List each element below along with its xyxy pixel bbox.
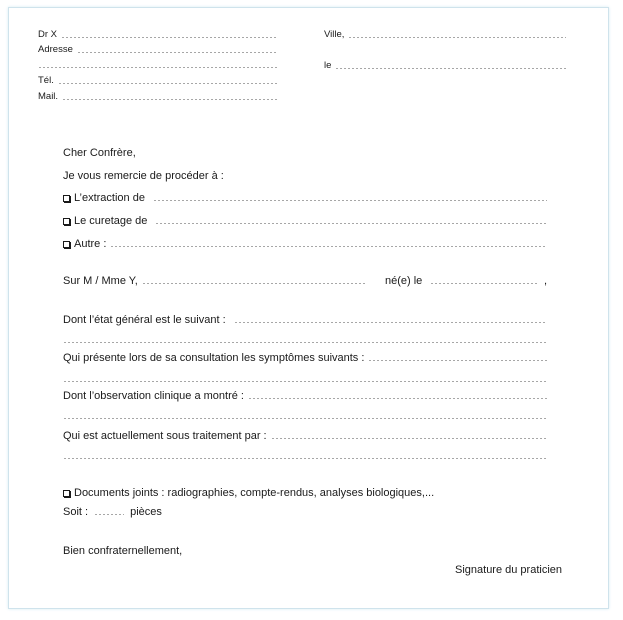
general-state-line bbox=[63, 312, 547, 326]
checkbox-other[interactable] bbox=[63, 241, 70, 248]
option-extraction-label: L’extraction de bbox=[74, 192, 145, 204]
address-label: Adresse bbox=[38, 44, 73, 55]
address-line-2 bbox=[38, 58, 278, 70]
treatment-line-2 bbox=[63, 448, 547, 462]
mail-label: Mail. bbox=[38, 91, 59, 102]
observation-fill-line[interactable] bbox=[248, 398, 547, 399]
closing: Bien confraternellement, bbox=[63, 545, 183, 557]
pieces-prefix: Soit : bbox=[63, 506, 89, 518]
option-extraction bbox=[63, 190, 547, 204]
doctor-label: Dr X bbox=[38, 29, 57, 40]
phone-line bbox=[38, 74, 278, 86]
documents-line bbox=[63, 485, 434, 499]
city-label: Ville, bbox=[324, 29, 345, 40]
extraction-fill-line[interactable] bbox=[153, 200, 547, 201]
option-other-label: Autre : bbox=[74, 238, 107, 250]
checkbox-curetage[interactable] bbox=[63, 218, 70, 225]
treatment-label: Qui est actuellement sous traitement par : bbox=[63, 430, 267, 442]
general-state-fill-line[interactable] bbox=[234, 322, 547, 323]
birth-comma: , bbox=[543, 275, 547, 287]
general-state-fill-line-2[interactable] bbox=[63, 342, 547, 343]
checkbox-extraction[interactable] bbox=[63, 195, 70, 202]
observation-fill-line-2[interactable] bbox=[63, 418, 547, 419]
option-curetage-label: Le curetage de bbox=[74, 215, 148, 227]
mail-line bbox=[38, 90, 278, 102]
greeting: Cher Confrère, bbox=[63, 147, 136, 159]
pieces-fill-line[interactable] bbox=[94, 514, 124, 515]
option-curetage bbox=[63, 213, 547, 227]
request-text: Je vous remercie de procéder à : bbox=[63, 170, 224, 182]
address-fill-line[interactable] bbox=[77, 52, 278, 53]
treatment-fill-line-2[interactable] bbox=[63, 458, 547, 459]
symptoms-label: Qui présente lors de sa consultation les symptômes suivants : bbox=[63, 352, 365, 364]
observation-line bbox=[63, 388, 547, 402]
signature-label: Signature du praticien bbox=[455, 564, 563, 576]
date-label: le bbox=[324, 60, 332, 71]
treatment-fill-line[interactable] bbox=[271, 438, 547, 439]
doctor-line bbox=[38, 28, 278, 40]
birth-label: né(e) le bbox=[385, 275, 423, 287]
patient-line bbox=[63, 273, 366, 287]
pieces-line bbox=[63, 504, 162, 518]
observation-line-2 bbox=[63, 408, 547, 422]
symptoms-fill-line[interactable] bbox=[368, 360, 547, 361]
phone-fill-line[interactable] bbox=[58, 83, 278, 84]
option-other bbox=[63, 236, 547, 250]
city-line bbox=[324, 28, 566, 40]
general-state-label: Dont l’état général est le suivant : bbox=[63, 314, 226, 326]
observation-label: Dont l’observation clinique a montré : bbox=[63, 390, 244, 402]
treatment-line bbox=[63, 428, 547, 442]
documents-label: Documents joints : radiographies, compte-rendus, analyses biologiques,... bbox=[74, 487, 435, 499]
address-line bbox=[38, 43, 278, 55]
phone-label: Tél. bbox=[38, 75, 54, 86]
curetage-fill-line[interactable] bbox=[155, 223, 547, 224]
checkbox-documents[interactable] bbox=[63, 490, 70, 497]
birth-fill-line[interactable] bbox=[430, 283, 538, 284]
birth-line bbox=[385, 273, 547, 287]
date-fill-line[interactable] bbox=[335, 68, 566, 69]
doctor-fill-line[interactable] bbox=[61, 37, 278, 38]
address-fill-line-2[interactable] bbox=[38, 67, 278, 68]
symptoms-line bbox=[63, 350, 547, 364]
date-line bbox=[324, 59, 566, 71]
symptoms-fill-line-2[interactable] bbox=[63, 381, 547, 382]
mail-fill-line[interactable] bbox=[62, 99, 278, 100]
general-state-line-2 bbox=[63, 332, 547, 346]
patient-fill-line[interactable] bbox=[142, 283, 366, 284]
patient-label: Sur M / Mme Y, bbox=[63, 275, 138, 287]
other-fill-line[interactable] bbox=[110, 246, 547, 247]
city-fill-line[interactable] bbox=[348, 37, 566, 38]
pieces-suffix: pièces bbox=[130, 506, 162, 518]
symptoms-line-2 bbox=[63, 371, 547, 385]
